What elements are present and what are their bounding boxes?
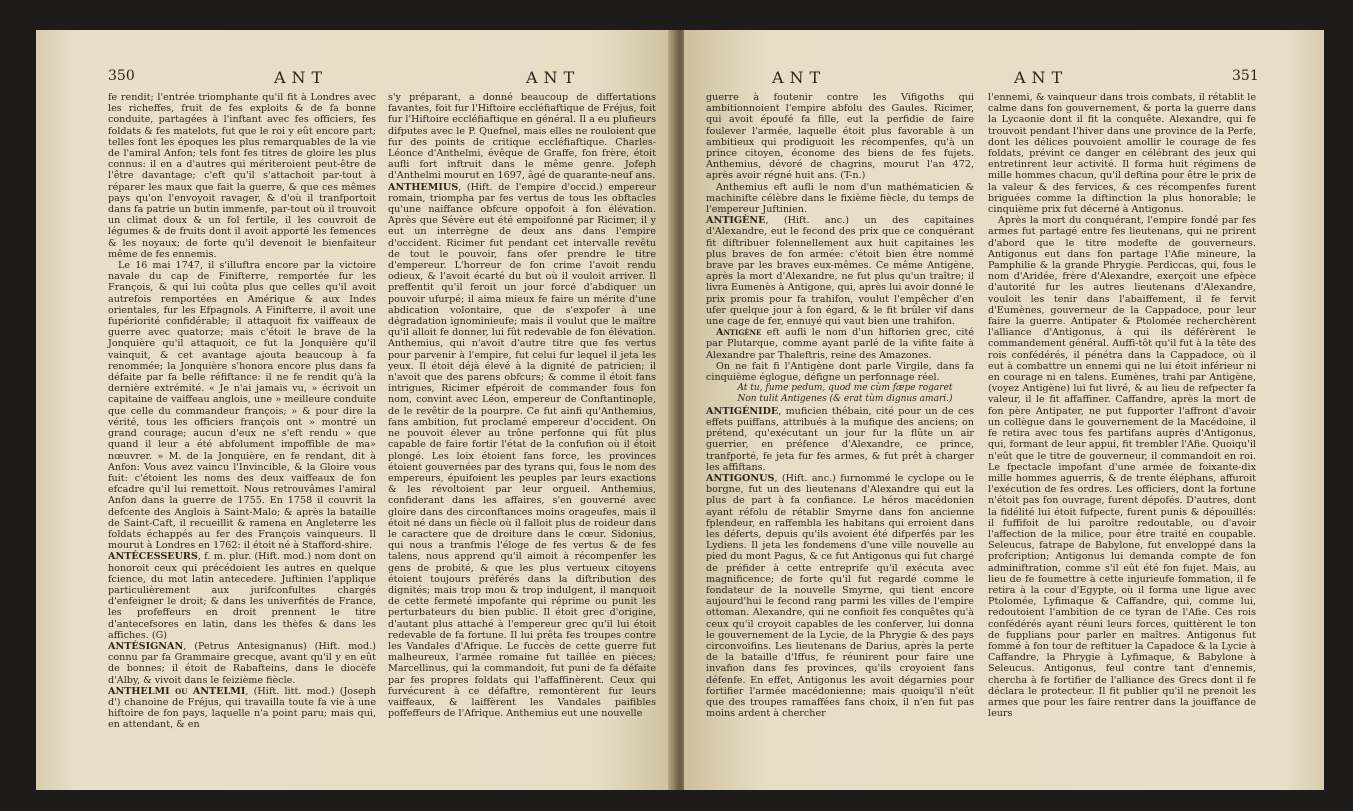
paragraph: Après la mort du conquérant, l'empire fondé par fes armes fut partagé entre fes lieutenans, qui ne prirent d'abord que le titre modefte de gouverneurs. Antigonus eut dans fon partage l'Afie mineure, la Pamphilie & la grande Phrygie. Perdiccas, qui, fous le nom d'Aridée, frère d'Alexandre, exerçoit une efpèce d'autorité fur les autres lieutenans d'Alexandre, vouloit les tenir dans l'abaiffement, il fe fervit d'Eumènes, gouverneur de la Cappadoce, pour leur faire la guerre. Antipater & Ptolomée recherchèrent l'alliance d'Antigonus, à qui ils déférèrent le commandement général. Auffi-tôt qu'il fut à la tête des rois confédérés, il pénétra dans la Cappadoce, où il eut à combattre un ennemi qui ne lui étoit inférieur ni en courage ni en talens. Eumènes, trahi par Antigène, (voyez Antigène) lui fut livré, & au lieu de refpecter fa valeur, il le fit affaffiner. Caffandre, après la mort de fon père Antipater, ne put fupporter l'affront d'avoir un collègue dans le gouvernement de la Macédoine, il fe retira avec tous fes partifans auprès d'Antigonus, qui, formant de leur appui, fit trembler l'Afie. Quoiqu'il n'eût que le titre de gouverneur, il commandoit en roi. Le fpectacle impofant d'une armée de foixante-dix mille hommes aguerris, & de trente éléphans, affuroit l'exécution de fes ordres. Les officiers, dont la fortune n'étoit pas fon ouvrage, furent dépofés. D'autres, dont la fidélité lui étoit fufpecte, furent punis & dépouillés: il fuffifoit de lui paroître redoutable, ou d'avoir l'affection de la milice, pour être traité en coupable. Seleucus, fatrape de Babylone, fut enveloppé dans la profcription; Antigonus lui demanda compte de fon adminiftration, comme s'il eût été fon fujet. Mais, au lieu de fe foumettre à cette injurieufe fommation, il fe retira à la cour d'Egypte, où il forma une ligue avec Ptolomée, Lyfimaque & Caffandre, qui, comme lui, redoutoient l'ambition de ce tyran de l'Afie. Ces rois confédérés ayant réuni leurs forces, quittèrent le ton de fupplians pour parler en maîtres. Antigonus fut fommé à fon tour de reftituer la Capadoce & la Lycie à Caffandre, la Phrygie à Lyfimaque, & Babylone à Seleucus. Antigonus, feul contre tant d'ennemis, chercha à fe fortifier de l'alliance des Grecs dont il fe déclara le protecteur. Il fit publier qu'il ne prenoit les armes que pour les faire rentrer dans la jouiffance de leurs: [988, 215, 1256, 720]
entry-text: , (Hift. anc.) furnommé le cyclope ou le borgne, fut un des lieutenans d'Alexandre qui eut la plus de part à fa confiance. Le héros macédonien ayant réfolu de rétablir Smyrne dans fon ancienne fplendeur, en raffembla les habitans qui erroient dans les déferts, depuis qu'ils avoient été difperfés par les Lydiens. Il jeta les fondemens d'une ville nouvelle au pied du mont Pagus, & ce fut Antigonus qui fut chargé de préfider à cette entreprife qu'il exécuta avec magnificence; de forte qu'il fut regardé comme le fondateur de la nouvelle Smyrne, qui tient encore aujourd'hui le fecond rang parmi les villes de l'empire ottoman. Alexandre, qui ne confioit fes conquêtes qu'à ceux qu'il croyoit capables de les conferver, lui donna le gouvernement de la Lycie, de la Phrygie & des pays circonvoifins. Les lieutenans de Darius, après la perte de la bataille d'Iffus, fe réunirent pour faire une invafion dans fes provinces, qu'ils croyoient fans défenfe. En effet, Antigonus les avoit dégarnies pour fortifier l'armée macédonienne; mais quoiqu'il n'eût que des troupes ramaffées fans choix, il n'en fut pas moins ardent à chercher: [706, 472, 974, 720]
entry-antigonus: [706, 473, 974, 719]
entry-antigene: [706, 215, 974, 327]
left-page-number: 350: [108, 68, 135, 84]
open-book: [36, 30, 1324, 798]
entry-text: , (Hift. anc.) un des capitaines d'Alexandre, eut le fecond des prix que ce conquérant fit diftribuer folennellement aux huit capitaines les plus braves de fon armée: c'étoit bien être nommé brave par les braves eux-mêmes. Ce même Antigène, après la mort d'Alexandre, ne fut plus qu'un traître; il livra Eumenès à Antigone, qui, après lui avoir donné le prix promis pour fa trahifon, voulut l'empêcher d'en ufer quelque jour à fon égard, & le fit brûler vif dans une cage de fer, ennuyé qui vaut bien une trahifon.: [706, 215, 974, 328]
right-page-number: 351: [1232, 68, 1259, 84]
entry-headword: ANTÉSIGNAN: [108, 640, 184, 652]
paragraph: Le 16 mai 1747, il s'illuftra encore par la victoire navale du cap de Finifterre, remportée fur les François, & qui lui coûta plus que celles qu'il avoit autrefois remportées en Amérique & aux Indes orientales, fur les Efpagnols. A Finifterre, il avoit une fupériorité confidérable; il attaquoit fix vaiffeaux de guerre avec quatorze; mais c'étoit le brave de la Jonquière qu'il attaquoit, ce fut la Jonquière qu'il vainquit, & cet avantage ajouta beaucoup à fa renommée; la Jonquière s'honora encore plus dans fa défaite par fa belle réfiftance: il ne fe rendit qu'à la dernière extrémité. « Je n'ai jamais vu, » écrivoit un capitaine de vaiffeau anglois, une » meilleure conduite que celle du commandeur françois; » & pour dire la vérité, tous les officiers françois ont » montré un grand courage; aucun d'eux ne s'eft rendu » que quand il leur a été abfolument impoffible de ma» nœuvrer. » M. de la Jonquière, en fe rendant, dit à Anfon: Vous avez vaincu l'Invincible, & la Gloire vous fuit: c'étoient les noms des deux vaiffeaux de fon efcadre qu'il lui remettoit. Nous retrouvâmes l'amiral Anfon dans la guerre de 1755. En 1758 il couvrit la defcente des Anglois à Saint-Malo; & après la bataille de Saint-Caft, il recueillit & ramena en Angleterre les foldats échappés au fer des François vainqueurs. Il mourut à Londres en 1762: il étoit né à Stafford-shire.: [108, 260, 376, 552]
entry-headword: ANTIGONUS: [706, 472, 775, 484]
left-page: [36, 30, 676, 790]
left-column-2: [388, 92, 656, 719]
entry-anthelmi: [108, 686, 376, 731]
entry-text: On ne fait fi l'Antigène dont parle Virgile, dans fa cinquième églogue, défigne un perfonnage réel.: [706, 360, 974, 384]
left-running-head: ANT: [274, 68, 329, 87]
left-column-1: [108, 92, 376, 731]
left-running-head-2: ANT: [526, 68, 581, 87]
paragraph: fe rendit; l'entrée triomphante qu'il fit à Londres avec les richeffes, fruit de fes exploits & de fa bonne conduite, partagées à l'inftant avec fes officiers, fes foldats & fes matelots, fut que le roi y eût encore part; telles font les époques les plus remarquables de la vie de l'amiral Anfon; tels font fes titres de gloire les plus connus: il en a d'autres qui mériteroient peut-être de l'être davantage; c'eft qu'il s'attachoit par-tout à réparer les maux que fait la guerre, & que ces mêmes pays qu'on l'envoyoit ravager, & d'où il tranfportoit dans fa patrie un butin immenfe, par-tout où il trouvoit un climat doux & un fol fertile, il les couvroit de légumes & de fruits dont il avoit apporté les femences & les noyaux; de forte qu'il devenoit le bienfaiteur même de fes ennemis.: [108, 92, 376, 260]
entry-antigenide: [706, 406, 974, 473]
entry-text: , (Hift. de l'empire d'occid.) empereur romain, triompha par fes vertus de tous les obftacles qu'une naiffance obfcure oppofoit à fon élévation. Après que Sévère eut été empoifonné par Ricimer, il y eut un interrègne de deux ans dans l'empire d'occident. Ricimer fut pendant cet intervalle revêtu de tout le pouvoir, fans ofer prendre le titre d'empereur. L'horreur de fon crime l'avoit rendu odieux, & l'avoit écarté du but où il vouloit arriver. Il preffentit qu'il feroit un jour forcé d'abdiquer un pouvoir ufurpé; il aima mieux fe faire un mérite d'une abdication volontaire, que de s'expofer à une dégradation ignominieufe; mais il voulut que le maître qu'il alloit fe donner, lui fût redevable de fon élévation. Anthemius, qui n'avoit d'autre titre que fes vertus pour parvenir à l'empire, fut celui fur lequel il jeta les yeux. Il étoit déjà élevé à la dignité de patricien; il n'avoit que des parens obfcurs; & comme il étoit fans intrigues, Ricimer efpéroit de commander fous fon nom, convint avec Léon, empereur de Conftantinople, de le revêtir de la pourpre. Ce fut ainfi qu'Anthemius, fans ambition, fut proclamé empereur d'occident. On ne pouvoit élever au trône perfonne qui fût plus capable de faire fortir l'état de la confufion où il étoit plongé. Les loix étoient fans force, les provinces étoient gouvernées par des tyrans qui, fous le nom des empereurs, épuifoient les peuples par leurs exactions & les révoltoient par leur orgueil. Anthemius, confiderant dans les affaires, s'en gouverné avec gloire dans des circonftances moins orageufes, mais il étoit né dans un fiècle où il falloit plus de roideur dans le caractere que de droiture dans le cœur. Sidonius, qui nous a tranfmis l'éloge de fes vertus & de fes talens, nous apprend qu'il aimoit à récompenfer les gens de probité, & que les plus vertueux citoyens étoient toujours préférés dans la diftribution des dignités; mais trop mou & trop indulgent, il manquoit de cette fermeté impofante qui réprime ou punit les perturbateurs du bien public. Il étoit grec d'origine, d'autant plus attaché à l'empereur grec qu'il lui étoit redevable de fa fortune. Il lui prêta fes troupes contre les Vandales d'Afrique. Le fuccès de cette guerre fut malheureux, l'armée romaine fut taillée en pièces; Marcellinus, qui la commandoit, fut puni de fa défaite par fes propres foldats qui l'affaffinèrent. Ceux qui furvécurent à ce défaftre, remontèrent fur leurs vaiffeaux, & laiffèrent les Vandales paifibles poffeffeurs de l'Afrique. Anthemius eut une nouvelle: [388, 181, 656, 720]
entry-headword: ANTHELMI ou ANTELMI: [108, 685, 246, 697]
right-column-1: [706, 92, 974, 719]
entry-antigene-2: [706, 327, 974, 361]
paragraph: l'ennemi, & vainqueur dans trois combats, il rétablit le calme dans fon gouvernement, & porta la guerre dans la Lycaonie dont il fit la conquête. Alexandre, qui fe trouvoit pendant l'hiver dans une province de la Perfe, dont les délices pouvoient amollir le courage de fes foldats, prévint ce danger en célébrant des jeux qui entretinrent leur activité. Il forma huit régimens de mille hommes chacun, qu'il deftina pour être le prix de la valeur & des fervices, & ces récompenfes furent briguées comme la diftinction la plus honorable; le cinquième prix fut décerné à Antigonus.: [988, 92, 1256, 216]
verse-quote-line: Non tulit Antigenes (& erat tùm dignus amari.): [737, 394, 953, 405]
entry-text: , f. m. plur. (Hift. mod.) nom dont on honoroit ceux qui précédoient les autres en quelque fcience, du mot latin antecedere. Juftinien l'applique particulièrement aux jurifconfultes chargés d'enfeigner le droit; & dans les univerfités de France, les profeffeurs en droit prennent le titre d'antecefsores en latin, dans les thèfes & dans les affiches. (G): [108, 551, 376, 641]
paragraph: Anthemius eft aufli le nom d'un mathématicien & machinifte célèbre dans le fixième fiècle, du temps de l'empereur Juftinien.: [706, 181, 974, 216]
entry-headword: Antigène: [716, 327, 762, 339]
entry-text: , muficien thébain, cité pour un de ces effets puiffans, attribués à la mufique des anciens; on prétend, qu'exécutant un jour fur la flûte un air guerrier, en préfence d'Alexandre, ce prince, tranfporté, fe jeta fur fes armes, & fut prêt à charger les affiftans.: [706, 405, 974, 473]
entry-anthemius: [388, 182, 656, 720]
paragraph: guerre à foutenir contre les Vifigoths qui ambitionnoient l'empire abfolu des Gaules. Ricimer, qui avoit époufé fa fille, eut la perfidie de faire foulever l'armée, laquelle étoit plus favorable à un ambitieux qui prodiguoit les récompenfes, qu'à un prince citoyen, économe des biens de fes fujets. Anthemius, dévoré de chagrins, mourut l'an 472, après avoir régné huit ans. (T-n.): [706, 92, 974, 182]
entry-anteceseurs: [108, 551, 376, 641]
entry-text: , (Hift. litt. mod.) (Joseph d') chanoine de Fréjus, qui travailla toute fa vie à une hiftoire de fon pays, laquelle n'a point paru; mais qui, en attendant, & en: [108, 685, 377, 731]
entry-headword: ANTIGÉNIDE: [706, 405, 779, 417]
right-running-head-2: ANT: [1014, 68, 1069, 87]
entry-headword: ANTHEMIUS: [388, 181, 459, 193]
entry-text: , (Petrus Antesignanus) (Hift. mod.) connu par fa Grammaire grecque, avant qu'il y en eût de bonnes; il étoit de Rabafteins, dans le diocèfe d'Alby, & vivoit dans le feizième fiècle.: [108, 640, 376, 686]
entry-headword: ANTIGÈNE: [706, 215, 766, 227]
right-running-head: ANT: [772, 68, 827, 87]
right-column-2: [988, 92, 1256, 719]
paragraph: [706, 361, 974, 383]
paragraph: s'y préparant, a donné beaucoup de differtations favantes, foit fur l'Hiftoire eccléfiaftique de Fréjus, foit fur l'Hiftoire eccléfiaftique en général. Il a eu plufieurs difputes avec le P. Quefnel, mais elles ne rouloient que fur des points de critique eccléfiaftique. Charles-Léonce d'Anthelmi, évêque de Graffe, fon frère, étoit aufli fort inftruit dans le même genre. Jofeph d'Anthelmi mourut en 1697, âgé de quarante-neuf ans.: [388, 92, 656, 182]
entry-headword: ANTÉCESSEURS: [108, 551, 198, 563]
entry-antesignan: [108, 641, 376, 686]
verse-quote-line: At tu, fume pedum, quod me cùm fæpe rogaret: [737, 383, 953, 394]
entry-text: eft aufli le nom d'un hiftorien grec, cité par Plutarque, comme ayant parlé de la vifite faite à Alexandre par Thaleftris, reine des Amazones.: [706, 327, 974, 361]
right-page: [684, 30, 1324, 790]
